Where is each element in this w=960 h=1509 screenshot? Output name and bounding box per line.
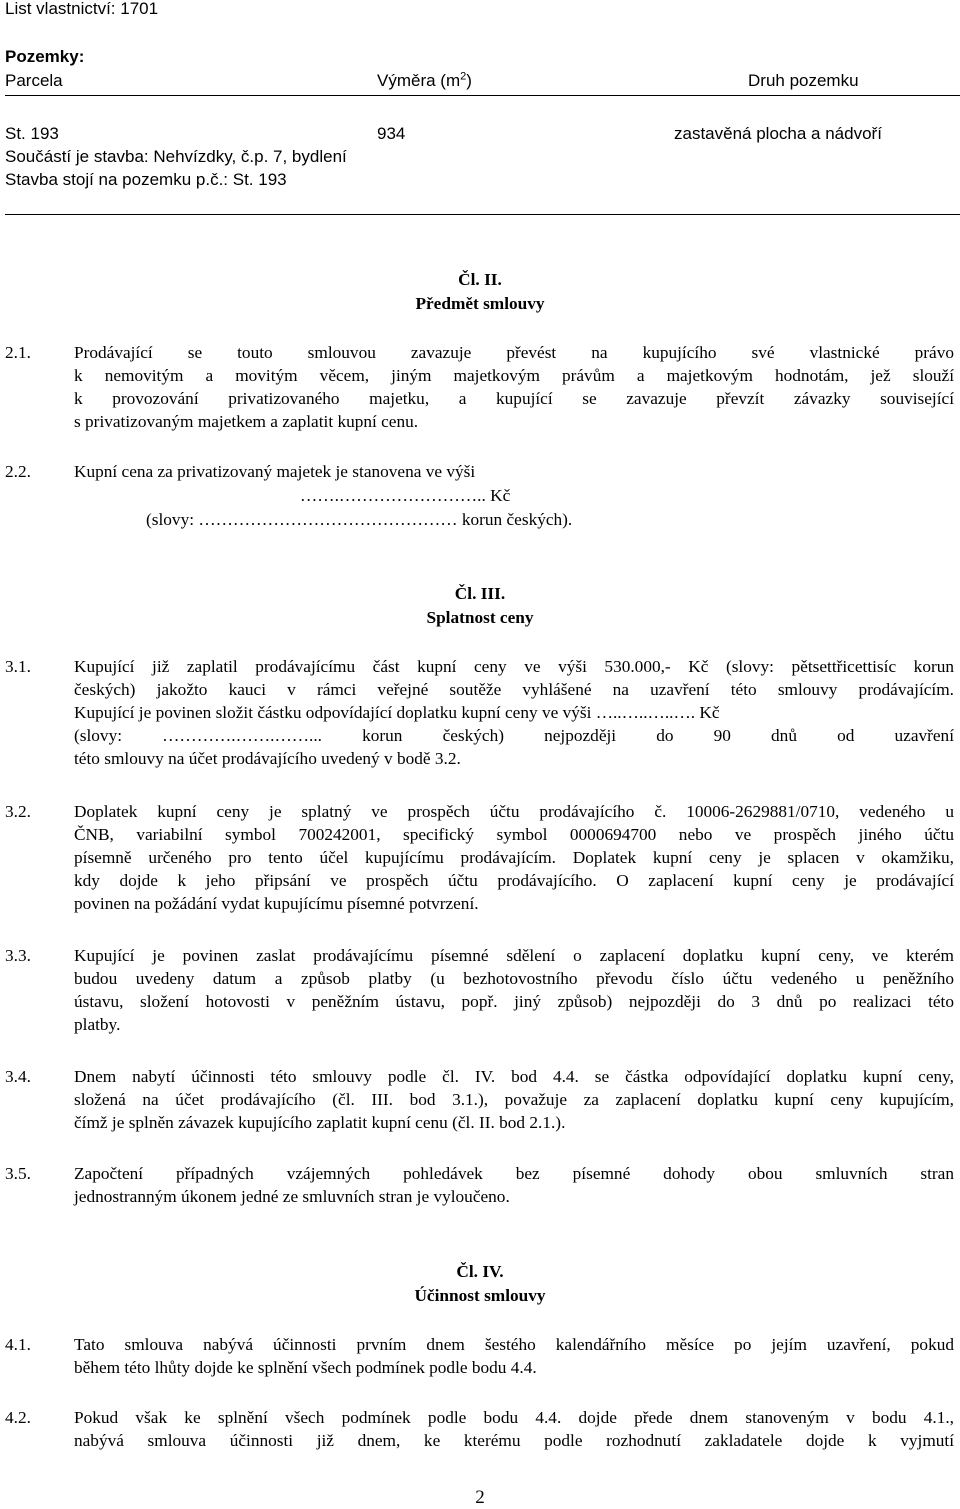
paragraph-3-5 xyxy=(0,1162,954,1208)
page-number: 2 xyxy=(475,1487,485,1508)
row-parcela: St. 193 xyxy=(5,124,59,143)
article-ii-title: Předmět smlouvy xyxy=(415,294,545,313)
text-line: Kupující je povinen složit částku odpovídající doplatku kupní ceny ve výši …..…..…..…. Kč xyxy=(74,703,720,722)
paragraph-number: 4.2. xyxy=(5,1408,31,1427)
paragraph-3-1 xyxy=(0,655,954,770)
article-iii-title: Splatnost ceny xyxy=(426,608,534,627)
paragraph-2-2 xyxy=(0,460,954,483)
text-line: kdy dojde k jeho připsání ve prospěch účtu prodávajícího. O zaplacení kupní ceny je prodávající xyxy=(74,871,954,890)
paragraph-text xyxy=(74,1065,954,1134)
paragraph-3-4 xyxy=(0,1065,954,1134)
article-iv-number: Čl. IV. xyxy=(456,1262,504,1281)
paragraph-text xyxy=(74,1333,954,1379)
text-line: k provozování privatizovaného majetku, a kupující se zavazuje převzít závazky související xyxy=(74,389,954,408)
price-amount-blank: …….…………………….. Kč xyxy=(300,486,511,505)
text-line: českých) jakožto kauci v rámci veřejné soutěže vyhlášené na uzavření této smlouvy prodávajícím. xyxy=(74,680,954,699)
paragraph-number: 3.4. xyxy=(5,1067,31,1086)
text-line: platby. xyxy=(74,1015,121,1034)
row-druh: zastavěná plocha a nádvoří xyxy=(674,124,882,143)
price-words-blank: (slovy: ……………………………………… korun českých). xyxy=(146,510,573,529)
paragraph-number: 3.5. xyxy=(5,1164,31,1183)
paragraph-number: 2.1. xyxy=(5,343,31,362)
text-line: nabývá smlouva účinnosti již dnem, ke kterému podle rozhodnutí zakladatele dojde k vyjmutí xyxy=(74,1431,954,1450)
row-note-stavba: Součástí je stavba: Nehvízdky, č.p. 7, bydlení xyxy=(5,147,347,166)
paragraph-3-2 xyxy=(0,800,954,915)
text-line: s privatizovaným majetkem a zaplatit kupní cenu. xyxy=(74,412,419,431)
text-line: jednostranným úkonem jedné ze smluvních stran je vyloučeno. xyxy=(74,1187,510,1206)
paragraph-number: 4.1. xyxy=(5,1335,31,1354)
row-note-pozemek: Stavba stojí na pozemku p.č.: St. 193 xyxy=(5,170,287,189)
col-header-druh: Druh pozemku xyxy=(748,71,859,90)
text-line: čímž je splněn závazek kupujícího zaplatit kupní cenu (čl. II. bod 2.1.). xyxy=(74,1113,566,1132)
text-line: Kupující již zaplatil prodávajícímu část kupní ceny ve výši 530.000,- Kč (slovy: pětsettřicettisíc korun xyxy=(74,657,954,676)
paragraph-number: 3.2. xyxy=(5,802,31,821)
article-iii-number: Čl. III. xyxy=(454,584,506,603)
text-line: povinen na požádání vydat kupujícímu písemné potvrzení. xyxy=(74,894,479,913)
text-line: k nemovitým a movitým věcem, jiným majetkovým právům a majetkovým hodnotám, jež slouží xyxy=(74,366,954,385)
col-header-vymera-sup: 2 xyxy=(460,70,467,83)
article-ii-number: Čl. II. xyxy=(458,270,502,289)
text-line: složená na účet prodávajícího (čl. III. bod 3.1.), považuje za zaplacení doplatku kupní ceny kupujícím, xyxy=(74,1090,954,1109)
paragraph-text xyxy=(74,800,954,915)
paragraph-number: 3.3. xyxy=(5,946,31,965)
text-line: písemně určeného pro tento účel kupujícímu prodávajícím. Doplatek kupní ceny je splacen v okamžiku, xyxy=(74,848,954,867)
text-line: Tato smlouva nabývá účinnosti prvním dnem šestého kalendářního měsíce po jejím uzavření, pokud xyxy=(74,1335,954,1354)
text-line: Kupní cena za privatizovaný majetek je stanovena ve výši xyxy=(74,462,476,481)
paragraph-number: 3.1. xyxy=(5,657,31,676)
paragraph-number: 2.2. xyxy=(5,462,31,481)
text-line: ČNB, variabilní symbol 700242001, specifický symbol 0000694700 nebo ve prospěch jiného účtu xyxy=(74,825,954,844)
col-header-vymera-close: ) xyxy=(466,71,472,90)
paragraph-4-2 xyxy=(0,1406,954,1452)
text-line: (slovy: ………….…….……... korun českých) nejpozději do 90 dnů od uzavření xyxy=(74,726,954,745)
text-line: Pokud však ke splnění všech podmínek podle bodu 4.4. dojde přede dnem stanoveným v bodu 4.1., xyxy=(74,1408,954,1427)
col-header-parcela: Parcela xyxy=(5,71,63,90)
paragraph-text xyxy=(74,341,954,433)
text-line: ústavu, složení hotovosti v peněžním ústavu, popř. jiný způsob) nejpozději do 3 dnů po realizaci této xyxy=(74,992,954,1011)
row-vymera: 934 xyxy=(377,124,406,143)
col-header-vymera-text: Výměra (m xyxy=(377,71,461,90)
text-line: během této lhůty dojde ke splnění všech podmínek podle bodu 4.4. xyxy=(74,1358,537,1377)
text-line: Prodávající se touto smlouvou zavazuje převést na kupujícího své vlastnické právo xyxy=(74,343,954,362)
text-line: této smlouvy na účet prodávajícího uvedený v bodě 3.2. xyxy=(74,749,461,768)
text-line: Kupující je povinen zaslat prodávajícímu písemné sdělení o zaplacení doplatku kupní ceny, ve kterém xyxy=(74,946,954,965)
paragraph-4-1 xyxy=(0,1333,954,1379)
paragraph-text xyxy=(74,1406,954,1452)
article-iv-title: Účinnost smlouvy xyxy=(414,1286,546,1305)
text-line: Započtení případných vzájemných pohledávek bez písemné dohody obou smluvních stran xyxy=(74,1164,954,1183)
paragraph-text xyxy=(74,655,954,770)
paragraph-2-1 xyxy=(0,341,954,433)
col-header-vymera xyxy=(377,69,472,92)
table-header-rule xyxy=(5,95,960,96)
table-footer-rule xyxy=(5,214,960,215)
pozemky-heading: Pozemky: xyxy=(5,47,85,66)
list-vlastnictvi-title: List vlastnictví: 1701 xyxy=(5,0,159,18)
paragraph-3-3 xyxy=(0,944,954,1036)
paragraph-text xyxy=(74,460,954,483)
paragraph-text xyxy=(74,944,954,1036)
text-line: Doplatek kupní ceny je splatný ve prospěch účtu prodávajícího č. 10006-2629881/0710, vedeného u xyxy=(74,802,954,821)
paragraph-text xyxy=(74,1162,954,1208)
text-line: budou uvedeny datum a způsob platby (u bezhotovostního převodu číslo účtu vedeného u peněžního xyxy=(74,969,954,988)
text-line: Dnem nabytí účinnosti této smlouvy podle čl. IV. bod 4.4. se částka odpovídající doplatku kupní ceny, xyxy=(74,1067,954,1086)
